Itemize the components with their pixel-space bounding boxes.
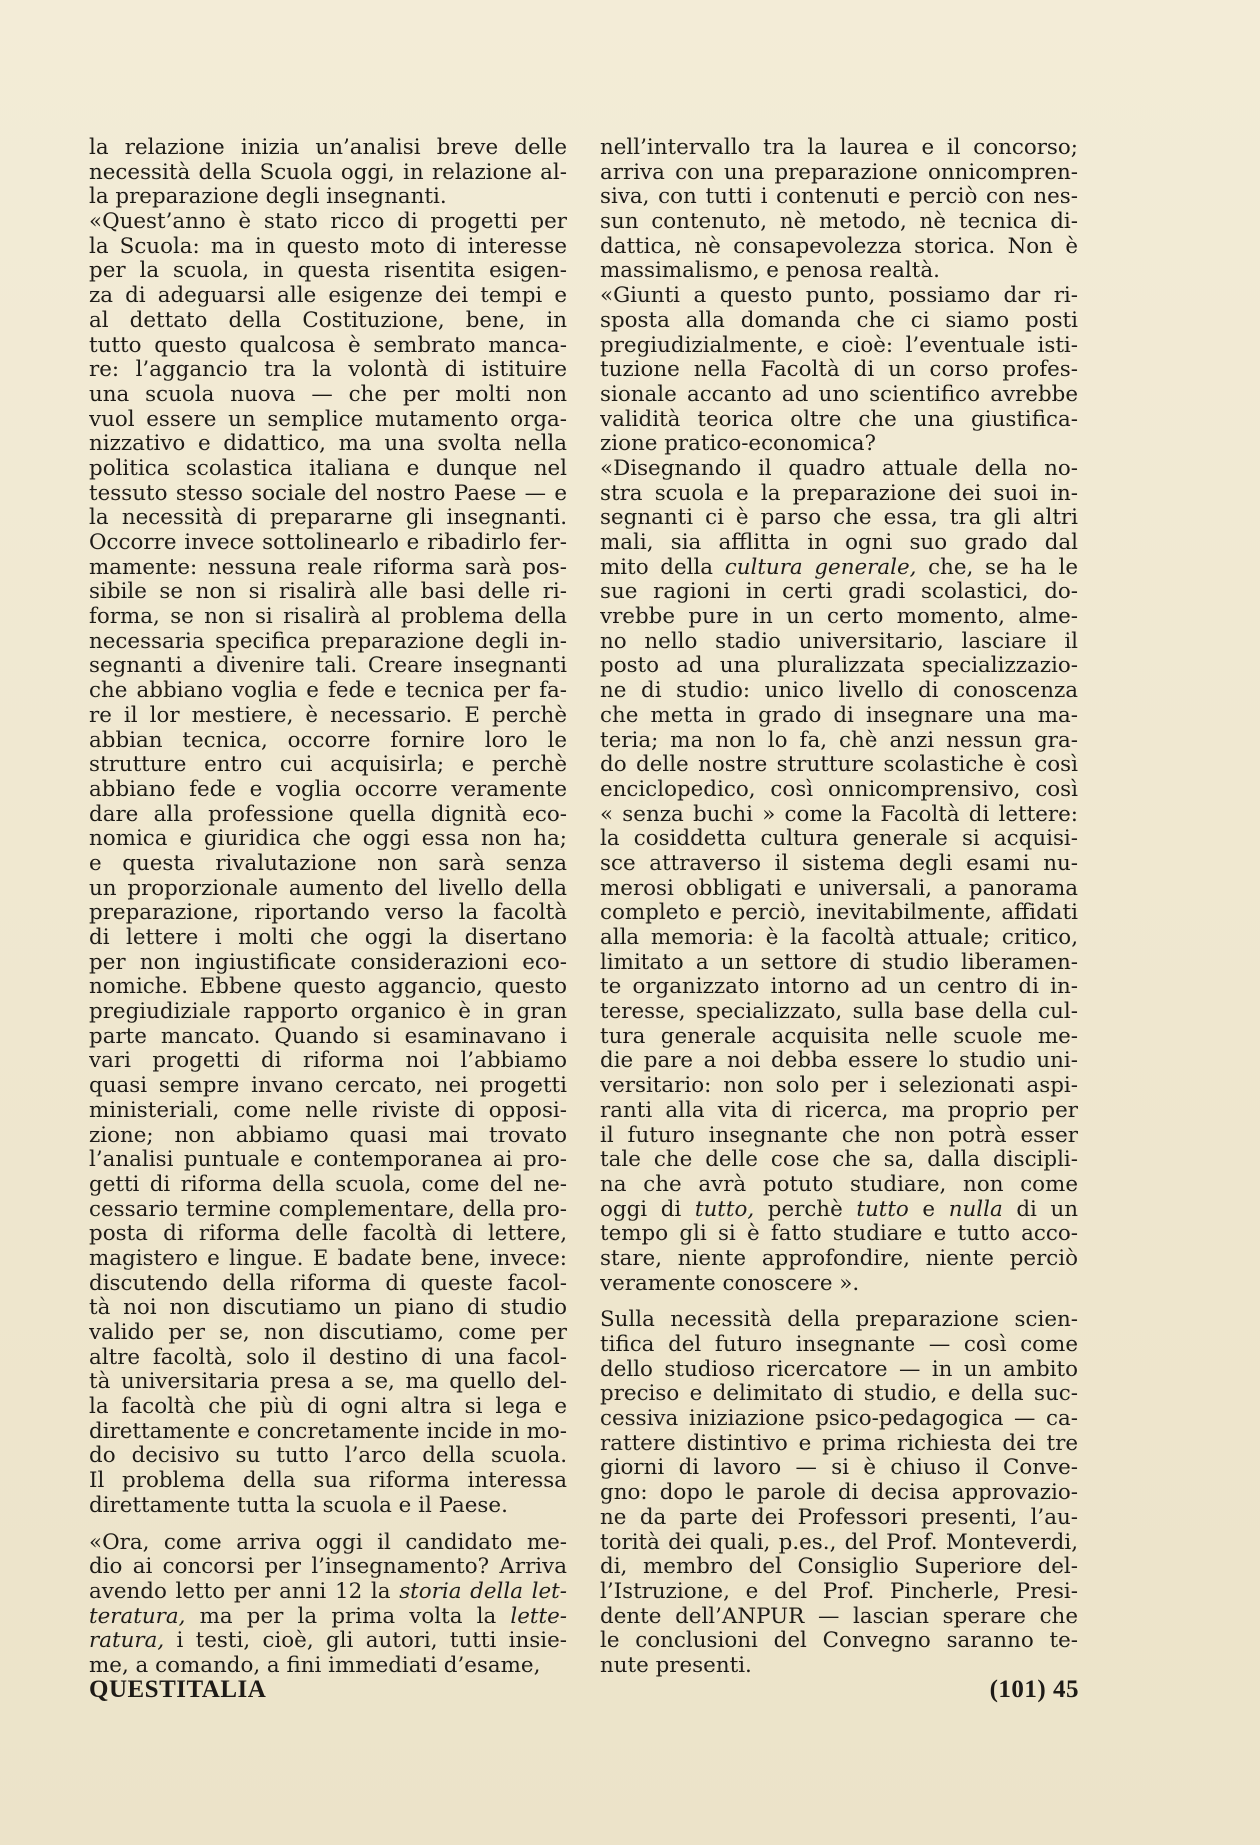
text-line: per la scuola, in questa risentita esigen- <box>89 259 567 284</box>
text-line: vrebbe pure in un certo momento, alme- <box>600 605 1078 630</box>
text-line: direttamente e concretamente incide in mo- <box>89 1419 567 1444</box>
text-line: nizzativo e didattico, ma una svolta nella <box>89 432 567 457</box>
text-line: la Scuola: ma in questo moto di interesse <box>89 234 567 259</box>
text-line: ne da parte dei Professori presenti, l’au- <box>600 1505 1078 1530</box>
text-line: la preparazione degli insegnanti. <box>89 185 447 210</box>
text-line: nomica e giuridica che oggi essa non ha; <box>89 827 567 852</box>
text-line: sibile se non si risalirà alle basi delle ri- <box>89 580 567 605</box>
text-line: na che avrà potuto studiare, non come <box>600 1172 1078 1197</box>
text-line: che abbiano voglia e fede e tecnica per fa- <box>89 679 567 704</box>
text-line: direttamente tutta la scuola e il Paese. <box>89 1493 508 1518</box>
text-line: cessiva iniziazione psico-pedagogica — ca- <box>600 1407 1078 1432</box>
text-column-right <box>600 136 1078 1679</box>
text-line: valido per se, non discutiamo, come per <box>89 1321 567 1345</box>
text-line: vuol essere un semplice mutamento orga- <box>89 407 567 432</box>
text-line: giorni di lavoro — si è chiuso il Conve- <box>600 1456 1078 1481</box>
text-line: al dettato della Costituzione, bene, in <box>89 308 567 333</box>
text-line: « senza buchi » come la Facoltà di lettere: <box>600 802 1078 827</box>
text-line: posta di riforma delle facoltà di lettere, <box>89 1222 567 1247</box>
text-line: abbian tecnica, occorre fornire loro le <box>89 728 567 753</box>
text-line: ne di studio: unico livello di conoscenza <box>600 679 1078 704</box>
text-line: sue ragioni in certi gradi scolastici, do- <box>600 580 1078 605</box>
text-line: dio ai concorsi per l’insegnamento? Arriva <box>89 1555 567 1580</box>
text-line: ministeriali, come nelle riviste di opposi- <box>89 1098 567 1123</box>
text-line: ratura, i testi, cioè, gli autori, tutti insie- <box>89 1629 567 1654</box>
text-line: pregiudiziale rapporto organico è in gran <box>89 1000 567 1025</box>
text-line: vari progetti di riforma noi l’abbiamo <box>89 1049 567 1074</box>
text-line: dattica, nè consapevolezza storica. Non è <box>600 234 1078 259</box>
text-line: ranti alla vita di ricerca, ma proprio per <box>600 1098 1078 1123</box>
text-line: mito della cultura generale, che, se ha le <box>600 555 1078 580</box>
page-number: (101) 45 <box>989 1676 1079 1703</box>
text-line: l’Istruzione, e del Prof. Pincherle, Presi- <box>600 1579 1078 1604</box>
text-line: pregiudizialmente, e cioè: l’eventuale isti- <box>600 333 1078 358</box>
text-line: no nello stadio universitario, lasciare il <box>600 629 1078 654</box>
text-line: la facoltà che più di ogni altra si lega e <box>89 1395 567 1420</box>
text-line: torità dei quali, p.es., del Prof. Monteverdi, <box>600 1530 1078 1555</box>
text-line: stare, niente approfondire, niente perciò <box>600 1246 1078 1271</box>
text-line: le conclusioni del Convegno saranno te- <box>600 1629 1078 1654</box>
text-line: oggi di tutto, perchè tutto e nulla di un <box>600 1197 1078 1222</box>
paragraph-gap <box>89 1519 567 1531</box>
text-line: la necessità di prepararne gli insegnanti. <box>89 506 567 531</box>
publication-name: QUESTITALIA <box>89 1676 267 1703</box>
text-line: tale che delle cose che sa, dalla discipli- <box>600 1148 1078 1173</box>
text-line: cessario termine complementare, della pro- <box>89 1197 567 1222</box>
text-line: enciclopedico, così onnicomprensivo, così <box>600 777 1078 802</box>
text-line: tuzione nella Facoltà di un corso profes- <box>600 358 1078 383</box>
text-line: versitario: non solo per i selezionati aspi- <box>600 1074 1078 1099</box>
text-line: tura generale acquisita nelle scuole me- <box>600 1024 1078 1049</box>
text-column-left <box>89 136 567 1679</box>
text-line: nomiche. Ebbene questo aggancio, questo <box>89 975 567 1000</box>
text-line: validità teorica oltre che una giustifica- <box>600 407 1078 432</box>
text-line: la cosiddetta cultura generale si acquisi- <box>600 827 1078 852</box>
text-line: nell’intervallo tra la laurea e il concorso; <box>600 136 1078 160</box>
text-line: te organizzato intorno ad un centro di in- <box>600 975 1078 1000</box>
text-line: do decisivo su tutto l’arco della scuola. <box>89 1444 567 1469</box>
text-line: do delle nostre strutture scolastiche è così <box>600 753 1078 778</box>
text-line: forma, se non si risalirà al problema della <box>89 605 567 630</box>
text-line: tà universitaria presa a se, ma quello del- <box>89 1370 567 1395</box>
text-line: merosi obbligati e universali, a panorama <box>600 876 1078 901</box>
text-line: tifica del futuro insegnante — così come <box>600 1333 1078 1357</box>
text-line: mamente: nessuna reale riforma sarà pos- <box>89 555 567 580</box>
text-line: una scuola nuova — che per molti non <box>89 382 567 407</box>
text-line: teria; ma non lo fa, chè anzi nessun gra- <box>600 728 1078 753</box>
text-line: segnanti ci è parso che essa, tra gli altri <box>600 506 1078 531</box>
text-line: mali, sia afflitta in ogni suo grado dal <box>600 531 1078 555</box>
text-line: «Giunti a questo punto, possiamo dar ri- <box>600 284 1078 309</box>
text-line: re: l’aggancio tra la volontà di istituire <box>89 358 567 383</box>
text-line: Occorre invece sottolinearlo e ribadirlo fer- <box>89 531 567 555</box>
text-line: l’analisi puntuale e contemporanea ai pro- <box>89 1148 567 1173</box>
text-line: me, a comando, a fini immediati d’esame, <box>89 1653 541 1678</box>
text-line: preciso e delimitato di studio, e della suc- <box>600 1382 1078 1407</box>
text-line: zione; non abbiamo quasi mai trovato <box>89 1123 567 1148</box>
text-line: abbiano fede e voglia occorre veramente <box>89 777 567 802</box>
text-line: per non ingiustificate considerazioni eco- <box>89 950 567 975</box>
text-line: getti di riforma della scuola, come del ne- <box>89 1172 567 1197</box>
text-line: «Disegnando il quadro attuale della no- <box>600 456 1078 481</box>
text-line: il futuro insegnante che non potrà esser <box>600 1123 1078 1148</box>
text-line: un proporzionale aumento del livello della <box>89 876 567 901</box>
text-line: Il problema della sua riforma interessa <box>89 1469 567 1494</box>
text-line: siva, con tutti i contenuti e perciò con nes- <box>600 185 1078 210</box>
text-line: teresse, specializzato, sulla base della cul- <box>600 1000 1078 1025</box>
text-line: massimalismo, e penosa realtà. <box>600 259 940 284</box>
text-line: di lettere i molti che oggi la disertano <box>89 926 567 950</box>
text-line: necessaria specifica preparazione degli in- <box>89 629 567 654</box>
text-line: la relazione inizia un’analisi breve delle <box>89 136 567 160</box>
text-line: limitato a un settore di studio liberamen- <box>600 950 1078 975</box>
text-line: avendo letto per anni 12 la storia della let- <box>89 1579 567 1604</box>
text-line: rattere distintivo e prima richiesta dei tre <box>600 1431 1078 1456</box>
text-line: tutto questo qualcosa è sembrato manca- <box>89 333 567 358</box>
text-line: discutendo della riforma di queste facol- <box>89 1271 567 1296</box>
text-line: alla memoria: è la facoltà attuale; critico, <box>600 926 1078 950</box>
text-line: die pare a noi debba essere lo studio uni- <box>600 1049 1078 1074</box>
text-line: dente dell’ANPUR — lascian sperare che <box>600 1604 1078 1629</box>
paragraph-gap <box>600 1296 1078 1308</box>
text-line: Sulla necessità della preparazione scien- <box>600 1308 1078 1333</box>
text-line: segnanti a divenire tali. Creare insegnanti <box>89 654 567 679</box>
text-line: «Ora, come arriva oggi il candidato me- <box>89 1530 567 1555</box>
text-line: za di adeguarsi alle esigenze dei tempi e <box>89 284 567 309</box>
text-line: parte mancato. Quando si esaminavano i <box>89 1024 567 1049</box>
text-line: zione pratico-economica? <box>600 432 876 457</box>
text-line: politica scolastica italiana e dunque nel <box>89 456 567 481</box>
text-line: teratura, ma per la prima volta la lette- <box>89 1604 567 1629</box>
text-line: e questa rivalutazione non sarà senza <box>89 851 567 876</box>
text-line: che metta in grado di insegnare una ma- <box>600 703 1078 728</box>
text-line: preparazione, riportando verso la facoltà <box>89 901 567 926</box>
text-line: veramente conoscere ». <box>600 1271 860 1296</box>
text-line: gno: dopo le parole di decisa approvazio- <box>600 1481 1078 1506</box>
text-line: dare alla professione quella dignità eco- <box>89 802 567 827</box>
text-line: di, membro del Consiglio Superiore del- <box>600 1555 1078 1580</box>
text-line: tà noi non discutiamo un piano di studio <box>89 1296 567 1321</box>
text-line: quasi sempre invano cercato, nei progetti <box>89 1074 567 1099</box>
text-line: altre facoltà, solo il destino di una facol- <box>89 1345 567 1370</box>
text-line: re il lor mestiere, è necessario. E perchè <box>89 703 567 728</box>
text-line: posto ad una pluralizzata specializzazio- <box>600 654 1078 679</box>
text-line: tessuto stesso sociale del nostro Paese — e <box>89 481 567 506</box>
text-line: magistero e lingue. E badate bene, invece: <box>89 1246 567 1271</box>
text-line: sce attraverso il sistema degli esami nu- <box>600 851 1078 876</box>
text-line: nute presenti. <box>600 1653 752 1678</box>
text-line: sun contenuto, nè metodo, nè tecnica di- <box>600 210 1078 235</box>
text-line: arriva con una preparazione onnicompren- <box>600 160 1078 185</box>
text-line: necessità della Scuola oggi, in relazione al- <box>89 160 567 185</box>
text-line: dello studioso ricercatore — in un ambito <box>600 1357 1078 1382</box>
text-line: stra scuola e la preparazione dei suoi in- <box>600 481 1078 506</box>
text-line: sionale accanto ad uno scientifico avrebbe <box>600 382 1078 407</box>
text-line: tempo gli si è fatto studiare e tutto acco- <box>600 1222 1078 1247</box>
text-line: completo e perciò, inevitabilmente, affidati <box>600 901 1078 926</box>
text-line: sposta alla domanda che ci siamo posti <box>600 308 1078 333</box>
text-line: strutture entro cui acquisirla; e perchè <box>89 753 567 778</box>
text-line: «Quest’anno è stato ricco di progetti per <box>89 210 567 235</box>
